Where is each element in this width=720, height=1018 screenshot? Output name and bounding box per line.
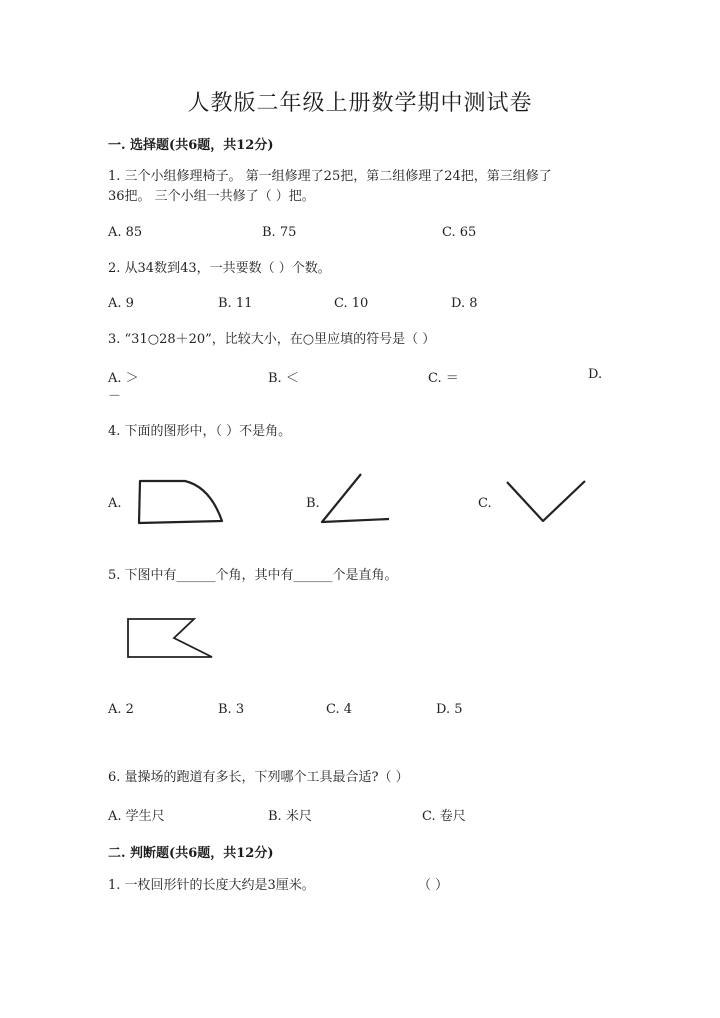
q3-option-d-symbol: －: [108, 389, 122, 404]
q1-option-b[interactable]: B. 75: [262, 225, 297, 240]
section-heading-choice: 一. 选择题(共6题，共12分): [108, 138, 274, 153]
q5-option-a[interactable]: A. 2: [108, 702, 134, 717]
q5-option-d[interactable]: D. 5: [436, 702, 463, 717]
q1-option-c[interactable]: C. 65: [442, 225, 477, 240]
section-heading-judgement: 二. 判断题(共6题，共12分): [108, 846, 274, 861]
q4-option-a[interactable]: A.: [108, 496, 122, 511]
question-4: 4. 下面的图形中，（ ）不是角。: [108, 424, 292, 439]
question-6: 6. 量操场的跑道有多长，下列哪个工具最合适?（ ）: [108, 770, 409, 785]
q3-option-a[interactable]: A. ＞: [108, 371, 139, 386]
page-title: 人教版二年级上册数学期中测试卷: [187, 91, 533, 116]
q3-option-d[interactable]: D.: [588, 367, 603, 382]
question-3: 3. “31○28＋20”，比较大小，在○里应填的符号是（ ）: [108, 332, 436, 347]
question-2: 2. 从34数到43，一共要数（ ）个数。: [108, 261, 331, 276]
q4-option-c[interactable]: C.: [478, 496, 492, 511]
q2-option-b[interactable]: B. 11: [218, 296, 253, 311]
q6-option-c[interactable]: C. 卷尺: [422, 809, 466, 824]
question-1-line-2: 36把。 三个小组一共修了（ ）把。: [108, 189, 315, 204]
q2-option-c[interactable]: C. 10: [334, 296, 369, 311]
q1-option-a[interactable]: A. 85: [108, 225, 143, 240]
judgement-question-1-answer-blank[interactable]: （ ）: [418, 878, 449, 893]
q2-option-d[interactable]: D. 8: [451, 296, 478, 311]
question-1-line-1: 1. 三个小组修理椅子。 第一组修理了25把，第二组修理了24把，第三组修了: [108, 169, 552, 184]
q3-option-b[interactable]: B. ＜: [268, 371, 299, 386]
q5-option-b[interactable]: B. 3: [218, 702, 245, 717]
q2-option-a[interactable]: A. 9: [108, 296, 134, 311]
q6-option-b[interactable]: B. 米尺: [268, 809, 312, 824]
judgement-question-1: 1. 一枚回形针的长度大约是3厘米。: [108, 878, 315, 893]
q4-option-b[interactable]: B.: [306, 496, 320, 511]
q5-option-c[interactable]: C. 4: [326, 702, 353, 717]
q6-option-a[interactable]: A. 学生尺: [108, 809, 165, 824]
figure-q5-shape: [128, 619, 212, 657]
question-5: 5. 下图中有______个角，其中有______个是直角。: [108, 568, 398, 583]
q3-option-c[interactable]: C. ＝: [428, 371, 459, 386]
